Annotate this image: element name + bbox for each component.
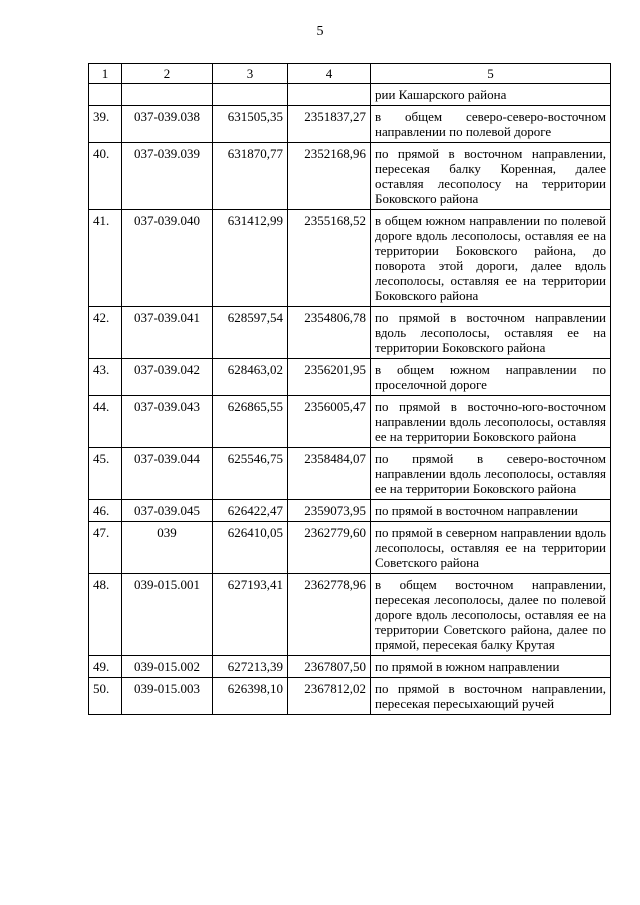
boundary-description: по прямой в южном направлении (371, 656, 611, 678)
table-row (89, 84, 611, 106)
table-row (89, 522, 611, 574)
point-code: 037-039.039 (122, 143, 213, 210)
row-number: 47. (89, 522, 122, 574)
coordinate-y: 2362779,60 (288, 522, 371, 574)
coordinate-x: 628463,02 (213, 359, 288, 396)
coordinate-x: 631870,77 (213, 143, 288, 210)
boundary-description: по прямой в восточно-юго-восточном направлении вдоль лесополосы, оставляя ее на территории Боковского района (371, 396, 611, 448)
boundary-description: в общем восточном направлении, пересекая лесополосы, далее по полевой дороге вдоль лесополосы, оставляя ее на территории Советского района, далее по прямой, пересекая балку Крутая (371, 574, 611, 656)
boundary-description: по прямой в восточном направлении, пересекая пересыхающий ручей (371, 678, 611, 715)
row-number: 46. (89, 500, 122, 522)
boundary-description: в общем северо-северо-восточном направлении по полевой дороге (371, 106, 611, 143)
coordinate-x: 626398,10 (213, 678, 288, 715)
coordinate-y: 2362778,96 (288, 574, 371, 656)
page-number: 5 (316, 24, 324, 39)
coordinate-y: 2354806,78 (288, 307, 371, 359)
coordinate-y: 2358484,07 (288, 448, 371, 500)
table-header (89, 64, 611, 84)
boundary-description: по прямой в северо-восточном направлении вдоль лесополосы, оставляя ее на территории Боковского района (371, 448, 611, 500)
table-row (89, 448, 611, 500)
row-number: 40. (89, 143, 122, 210)
coordinate-x: 625546,75 (213, 448, 288, 500)
boundary-table (88, 63, 611, 715)
coordinate-y: 2356005,47 (288, 396, 371, 448)
coordinate-y: 2359073,95 (288, 500, 371, 522)
row-number: 50. (89, 678, 122, 715)
coordinate-y: 2367807,50 (288, 656, 371, 678)
row-number: 41. (89, 210, 122, 307)
table-row (89, 210, 611, 307)
point-code: 037-039.043 (122, 396, 213, 448)
table-row (89, 143, 611, 210)
row-number: 44. (89, 396, 122, 448)
point-code: 039-015.001 (122, 574, 213, 656)
table-row (89, 500, 611, 522)
point-code: 037-039.041 (122, 307, 213, 359)
coordinate-y: 2367812,02 (288, 678, 371, 715)
table-row (89, 359, 611, 396)
coordinate-y: 2352168,96 (288, 143, 371, 210)
row-number: 48. (89, 574, 122, 656)
coordinate-x: 626865,55 (213, 396, 288, 448)
table-body (89, 84, 611, 715)
row-number: 39. (89, 106, 122, 143)
header-col-1: 1 (89, 64, 122, 84)
coordinate-x: 627213,39 (213, 656, 288, 678)
header-col-5: 5 (371, 64, 611, 84)
point-code: 037-039.038 (122, 106, 213, 143)
boundary-description: по прямой в восточном направлении (371, 500, 611, 522)
boundary-description: в общем южном направлении по проселочной дороге (371, 359, 611, 396)
coordinate-y: 2356201,95 (288, 359, 371, 396)
boundary-description: рии Кашарского района (371, 84, 611, 106)
row-number: 42. (89, 307, 122, 359)
table-row (89, 574, 611, 656)
header-col-4: 4 (288, 64, 371, 84)
boundary-description: по прямой в восточном направлении вдоль лесополосы, оставляя ее на территории Боковского района (371, 307, 611, 359)
coordinate-x: 626410,05 (213, 522, 288, 574)
point-code: 037-039.040 (122, 210, 213, 307)
coordinate-x: 626422,47 (213, 500, 288, 522)
table-row (89, 678, 611, 715)
coordinate-x: 631505,35 (213, 106, 288, 143)
point-code: 039 (122, 522, 213, 574)
point-code: 039-015.002 (122, 656, 213, 678)
coordinate-x: 631412,99 (213, 210, 288, 307)
coordinate-y: 2355168,52 (288, 210, 371, 307)
table-row (89, 396, 611, 448)
table-row (89, 656, 611, 678)
point-code (122, 84, 213, 106)
coordinate-y (288, 84, 371, 106)
header-row (89, 64, 611, 84)
point-code: 039-015.003 (122, 678, 213, 715)
coordinate-y: 2351837,27 (288, 106, 371, 143)
boundary-description: по прямой в восточном направлении, пересекая балку Коренная, далее оставляя лесополосу на территории Боковского района (371, 143, 611, 210)
point-code: 037-039.042 (122, 359, 213, 396)
point-code: 037-039.044 (122, 448, 213, 500)
coordinate-x: 627193,41 (213, 574, 288, 656)
table-row (89, 106, 611, 143)
row-number: 45. (89, 448, 122, 500)
boundary-description: по прямой в северном направлении вдоль лесополосы, оставляя ее на территории Советского района (371, 522, 611, 574)
point-code: 037-039.045 (122, 500, 213, 522)
boundary-description: в общем южном направлении по полевой дороге вдоль лесополосы, оставляя ее на территории Боковского района, до поворота этой дороги, далее вдоль лесополосы, оставляя ее на территории Боковского района (371, 210, 611, 307)
coordinate-x: 628597,54 (213, 307, 288, 359)
row-number (89, 84, 122, 106)
row-number: 49. (89, 656, 122, 678)
header-col-2: 2 (122, 64, 213, 84)
header-col-3: 3 (213, 64, 288, 84)
row-number: 43. (89, 359, 122, 396)
table-row (89, 307, 611, 359)
coordinate-x (213, 84, 288, 106)
